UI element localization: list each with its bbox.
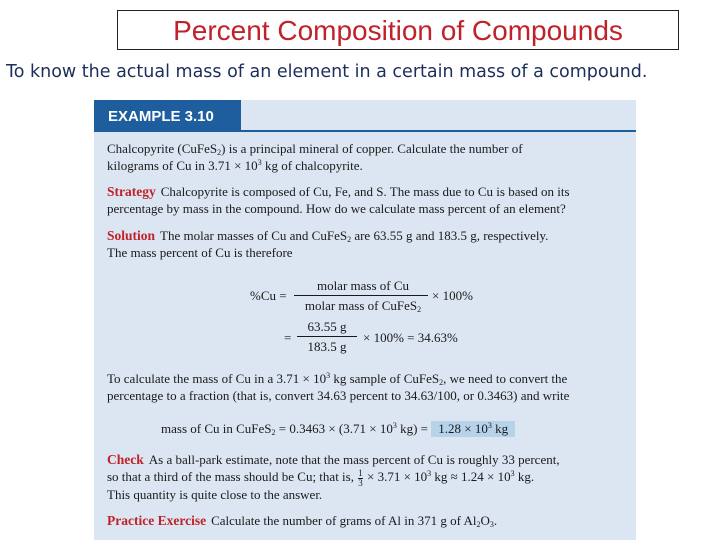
- convert-line-1: To calculate the mass of Cu in a $3.71 \times 10^3$ kg sample of CuFeS$_2$, we need to convert the: [107, 371, 568, 387]
- check-line-2: so that a third of the mass should be Cu; that is, $\frac{1}{3}$ × $3.71 \times 10^3$ kg ≈ $1.24 \times 10^3$ kg.: [107, 467, 535, 488]
- mass-equation: mass of Cu in CuFeS$_2$ = $0.3463 \times (3.71 \times 10^3$ $kg) = 1.28 \times 10^3$ kg: [161, 420, 515, 437]
- solution-line-2: The mass percent of Cu is therefore: [107, 245, 293, 260]
- check-fraction-denominator: 3: [358, 477, 363, 488]
- check-line-1: Check As a ball-park estimate, note that the mass percent of Cu is roughly 33 percent,: [107, 452, 560, 467]
- eq1-fraction-bar: [294, 295, 428, 296]
- eq2-numerator: 63.55 g: [307, 319, 347, 334]
- eq2-denominator: 183.5 g: [307, 339, 347, 354]
- eq2-rhs: × 100% = 34.63%: [363, 330, 458, 345]
- check-fraction-numerator: 1: [358, 467, 363, 478]
- solution-label: Solution: [107, 228, 156, 243]
- practice-label: Practice Exercise: [107, 513, 207, 528]
- strategy-line-2: percentage by mass in the compound. How do we calculate mass percent of an element?: [107, 201, 566, 216]
- convert-line-2: percentage to a fraction (that is, convert 34.63 percent to 34.63/100, or 0.3463) and write: [107, 388, 570, 403]
- strategy-line-1: Strategy Chalcopyrite is composed of Cu, Fe, and S. The mass due to Cu is based on its: [107, 184, 570, 199]
- check-line-3: This quantity is quite close to the answer.: [107, 487, 323, 502]
- slide-title: Percent Composition of Compounds: [117, 10, 679, 50]
- problem-line-2: kilograms of Cu in $3.71 \times 10^3$ kg of chalcopyrite.: [107, 158, 363, 173]
- eq2-fraction-bar: [297, 336, 357, 337]
- example-header: EXAMPLE 3.10: [94, 100, 241, 132]
- eq2-equals: =: [284, 330, 292, 345]
- answer-highlight: $1.28 \times 10^3$ kg: [431, 421, 515, 437]
- problem-line-1: Chalcopyrite (CuFeS$_2$) is a principal mineral of copper. Calculate the number of: [107, 141, 523, 157]
- strategy-label: Strategy: [107, 184, 156, 199]
- practice-line: Practice Exercise Calculate the number of grams of Al in 371 g of $Al_2O_3$.: [107, 513, 498, 529]
- check-label: Check: [107, 452, 144, 467]
- solution-line-1: Solution The molar masses of Cu and CuFeS$_2$ are 63.55 g and 183.5 g, respectively.: [107, 228, 549, 244]
- eq1-denominator: molar mass of CuFeS$_2$: [304, 298, 422, 314]
- eq1-numerator: molar mass of Cu: [316, 278, 410, 293]
- eq1-rhs: × 100%: [432, 288, 473, 303]
- slide-subtitle: To know the actual mass of an element in a certain mass of a compound.: [6, 62, 648, 82]
- header-rule: [241, 130, 636, 132]
- example-panel: [94, 100, 636, 540]
- eq1-lhs: %Cu =: [250, 288, 287, 303]
